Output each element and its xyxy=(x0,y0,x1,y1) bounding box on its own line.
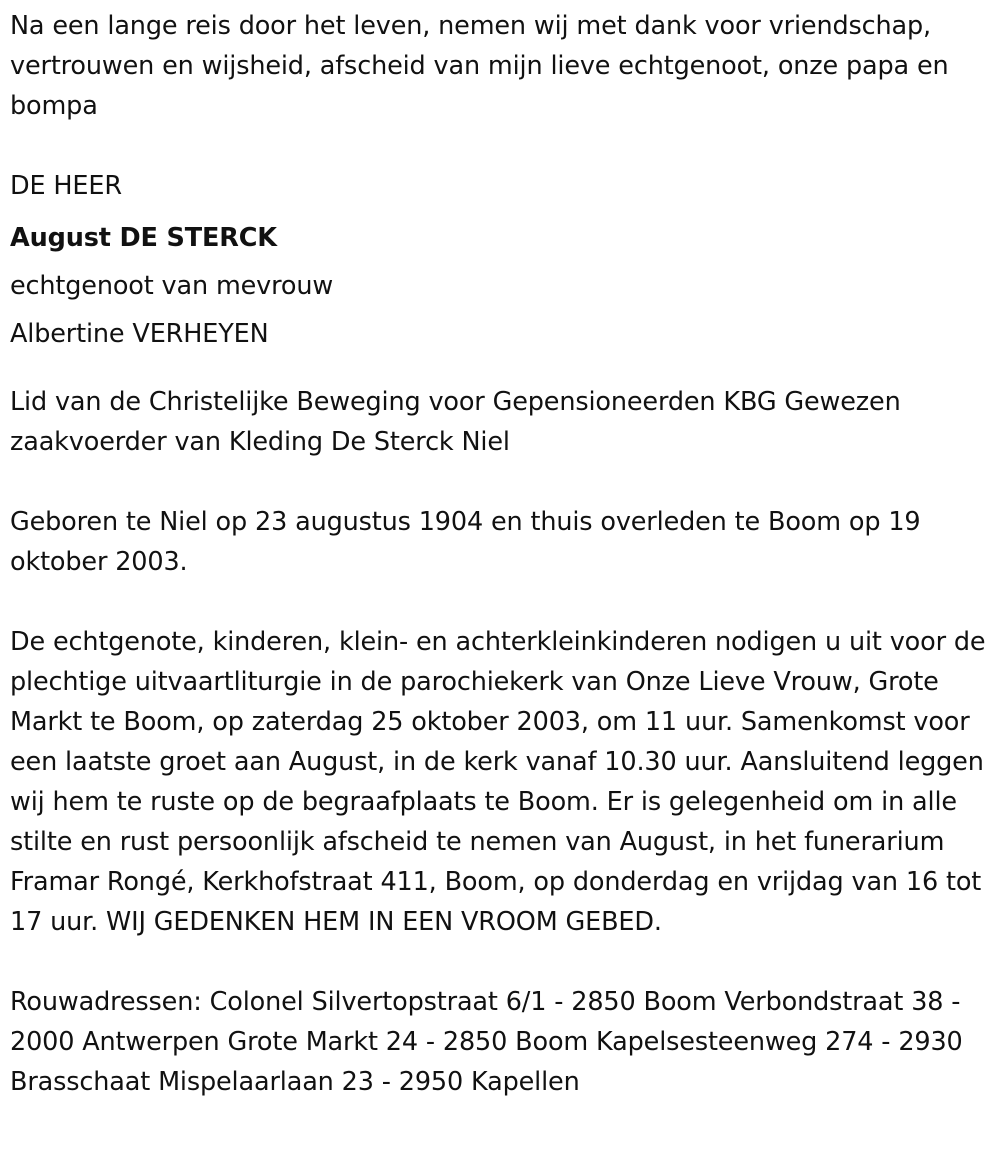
spacer xyxy=(10,358,990,382)
spacer xyxy=(10,942,990,982)
addresses-text: Rouwadressen: Colonel Silvertopstraat 6/1 - 2850 Boom Verbondstraat 38 - 2000 Antwerpen Grote Markt 24 - 2850 Boom Kapelsesteenweg 274 - 2930 Brasschaat Mispelaarlaan 23 - 2950 Kapellen xyxy=(10,987,963,1097)
deceased-name: August DE STERCK xyxy=(10,223,277,253)
spacer xyxy=(10,462,990,502)
membership-text: Lid van de Christelijke Beweging voor Gepensioneerden KBG Gewezen zaakvoerder van Kleding De Sterck Niel xyxy=(10,387,901,457)
birth-death-text: Geboren te Niel op 23 augustus 1904 en thuis overleden te Boom op 19 oktober 2003. xyxy=(10,507,921,577)
spouse-label: echtgenoot van mevrouw xyxy=(10,271,334,301)
spouse-name: Albertine VERHEYEN xyxy=(10,319,269,349)
spacer xyxy=(10,126,990,166)
intro-text: Na een lange reis door het leven, nemen wij met dank voor vriendschap, vertrouwen en wijsheid, afscheid van mijn lieve echtgenoot, onze papa en bompa xyxy=(10,11,949,121)
spacer xyxy=(10,582,990,622)
ceremony-text: De echtgenote, kinderen, klein- en achterkleinkinderen nodigen u uit voor de plechtige uitvaartliturgie in de parochiekerk van Onze Lieve Vrouw, Grote Markt te Boom, op zaterdag 25 oktober 2003, om 11 uur. Samenkomst voor een laatste groet aan August, in de kerk vanaf 10.30 uur. Aansluitend leggen wij hem te ruste op de begraafplaats te Boom. Er is gelegenheid om in alle stilte en rust persoonlijk afscheid te nemen van August, in het funerarium Framar Rongé, Kerkhofstraat 411, Boom, op donderdag en vrijdag van 16 tot 17 uur. WIJ GEDENKEN HEM IN EEN VROOM GEBED. xyxy=(10,627,986,937)
title-line: DE HEER xyxy=(10,171,122,201)
